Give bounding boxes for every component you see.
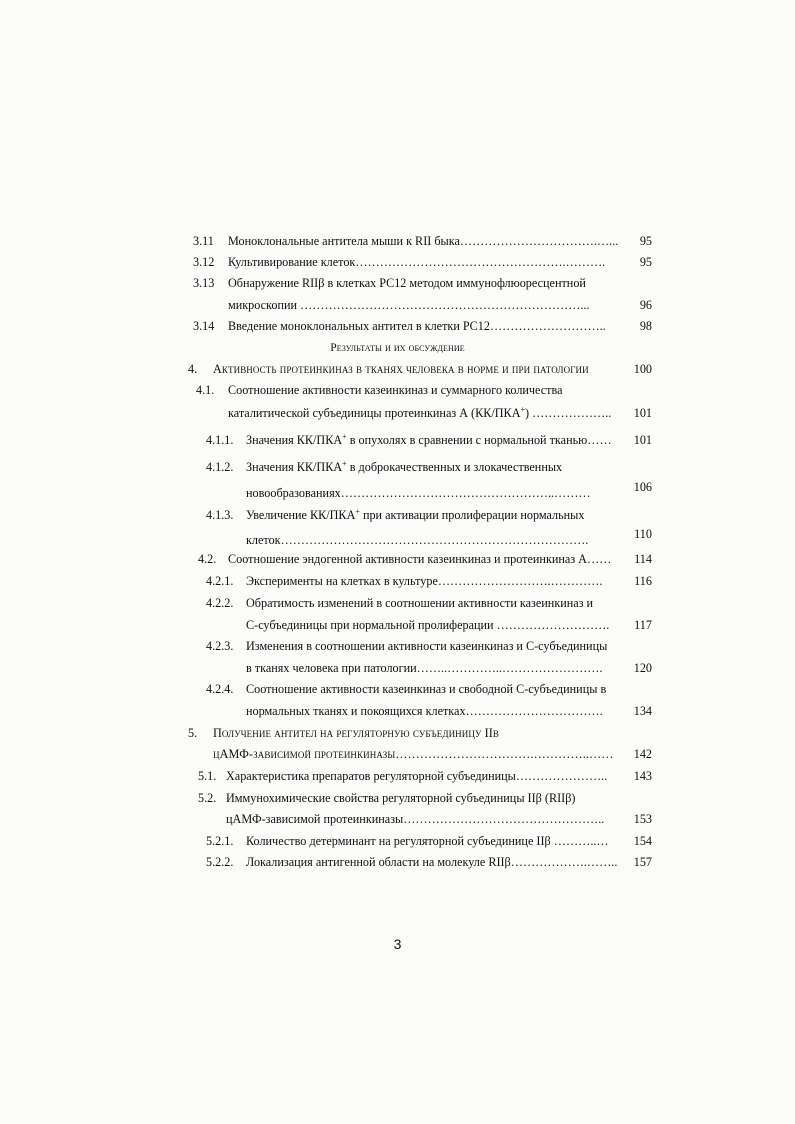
toc-entry-text: Обратимость изменений в соотношении активности казеинкиназ и bbox=[246, 596, 594, 610]
toc-entry-text: Увеличение КК/ПКА+ при активации пролиферации нормальных bbox=[246, 507, 585, 522]
toc-number: 3.14 bbox=[193, 319, 215, 333]
toc-entry-text: Эксперименты на клетках в культуре……………………….…………. bbox=[246, 574, 603, 588]
toc-entry-text: Соотношение активности казеинкиназ и суммарного количества bbox=[228, 383, 563, 397]
toc-entry-text: Изменения в соотношении активности казеинкиназ и С-субъединицы bbox=[246, 639, 608, 653]
toc-entry-text: микроскопии ……………………………………………………………... bbox=[228, 298, 590, 312]
toc-entry-text: Значения КК/ПКА+ в доброкачественных и злокачественных bbox=[246, 459, 563, 474]
toc-number: 4.2.3. bbox=[206, 639, 234, 653]
toc-entry-text: цАМФ-зависимой протеинкиназы…………………………….…………..…… bbox=[213, 747, 614, 761]
toc-number: 4.2.1. bbox=[206, 574, 234, 588]
toc-number: 4. bbox=[188, 362, 198, 376]
toc-entry-text: Локализация антигенной области на молекуле RIIβ……………….…….. bbox=[246, 855, 618, 869]
toc-page-number: 96 bbox=[639, 298, 652, 312]
toc-page-number: 100 bbox=[633, 362, 652, 376]
toc-page-number: 117 bbox=[634, 618, 652, 632]
toc-page-number: 142 bbox=[633, 747, 652, 761]
toc-entry-text: Культивирование клеток…………………………………………….………. bbox=[228, 255, 606, 269]
toc-number: 5.2.1. bbox=[206, 834, 234, 848]
toc-number: 3.11 bbox=[193, 234, 214, 248]
toc-page-number: 98 bbox=[639, 319, 652, 333]
toc-page-number: 101 bbox=[633, 433, 652, 447]
section-heading: Результаты и их обсуждение bbox=[330, 342, 465, 354]
toc-page-number: 110 bbox=[634, 527, 652, 541]
toc-page-number: 114 bbox=[634, 552, 652, 566]
toc-entry-text: С-субъединицы при нормальной пролиферации ………………………. bbox=[246, 618, 610, 632]
toc-entry-text: Обнаружение RIIβ в клетках PC12 методом иммунофлюоресцентной bbox=[228, 276, 586, 290]
page-number: 3 bbox=[393, 936, 402, 952]
toc-entry-text: Количество детерминант на регуляторной субъединице IIβ ………..… bbox=[246, 834, 609, 848]
toc-page-number: 134 bbox=[633, 704, 652, 718]
toc-page-number: 95 bbox=[639, 234, 652, 248]
toc-entry-text: в тканях человека при патологии……..…………..……………………. bbox=[246, 661, 603, 675]
toc-number: 4.1.2. bbox=[206, 460, 234, 474]
toc-number: 5.2. bbox=[198, 791, 217, 805]
toc-entry-text: цАМФ-зависимой протеинкиназы………………………………………….. bbox=[226, 812, 605, 826]
toc-entry-text: Моноклональные антитела мыши к RII быка…………………………….…... bbox=[228, 234, 619, 248]
toc-entry-text: клеток…………………………………………………………………. bbox=[246, 533, 589, 547]
toc-number: 5.1. bbox=[198, 769, 217, 783]
toc-entry-text: Введение моноклональных антител в клетки PC12……………………….. bbox=[228, 319, 606, 333]
toc-entry-text: нормальных тканях и покоящихся клетках……………………………. bbox=[246, 704, 603, 718]
toc-number: 4.2.4. bbox=[206, 682, 234, 696]
toc-entry-text: Соотношение эндогенной активности казеинкиназ и протеинкиназ А…… bbox=[228, 552, 612, 566]
toc-page-number: 157 bbox=[633, 855, 652, 869]
toc-page-number: 143 bbox=[633, 769, 652, 783]
toc-entry-text: Соотношение активности казеинкиназ и свободной С-субъединицы в bbox=[246, 682, 607, 696]
toc-entry-text: Получение антител на регуляторную субъединицу IIβ bbox=[213, 726, 500, 740]
toc-page-number: 120 bbox=[633, 661, 652, 675]
toc-entry-text: Активность протеинкиназ в тканях человека в норме и при патологии bbox=[213, 362, 589, 376]
toc-number: 4.2.2. bbox=[206, 596, 234, 610]
toc-entry-text: Иммунохимические свойства регуляторной субъединицы IIβ (RIIβ) bbox=[226, 791, 576, 805]
toc-page-number: 101 bbox=[633, 406, 652, 420]
toc-entry-text: каталитической субъединицы протеинкиназ А (КК/ПКА+) ……………….. bbox=[228, 405, 612, 420]
toc-number: 3.12 bbox=[193, 255, 215, 269]
toc-page-number: 95 bbox=[639, 255, 652, 269]
toc-number: 5. bbox=[188, 726, 198, 740]
toc-page-number: 106 bbox=[633, 480, 652, 494]
toc-number: 5.2.2. bbox=[206, 855, 234, 869]
toc-number: 4.1. bbox=[196, 383, 215, 397]
toc-page-number: 154 bbox=[633, 834, 652, 848]
toc-page-number: 116 bbox=[634, 574, 652, 588]
toc-entry-text: Характеристика препаратов регуляторной субъединицы………………….. bbox=[226, 769, 608, 783]
toc-page-number: 153 bbox=[633, 812, 652, 826]
toc-entry-text: новообразованиях……………………………………………..……… bbox=[246, 486, 591, 500]
toc-number: 4.1.3. bbox=[206, 508, 234, 522]
toc-entry-text: Значения КК/ПКА+ в опухолях в сравнении с нормальной тканью…… bbox=[246, 432, 612, 447]
toc-number: 3.13 bbox=[193, 276, 215, 290]
toc-number: 4.1.1. bbox=[206, 433, 234, 447]
toc-number: 4.2. bbox=[198, 552, 217, 566]
